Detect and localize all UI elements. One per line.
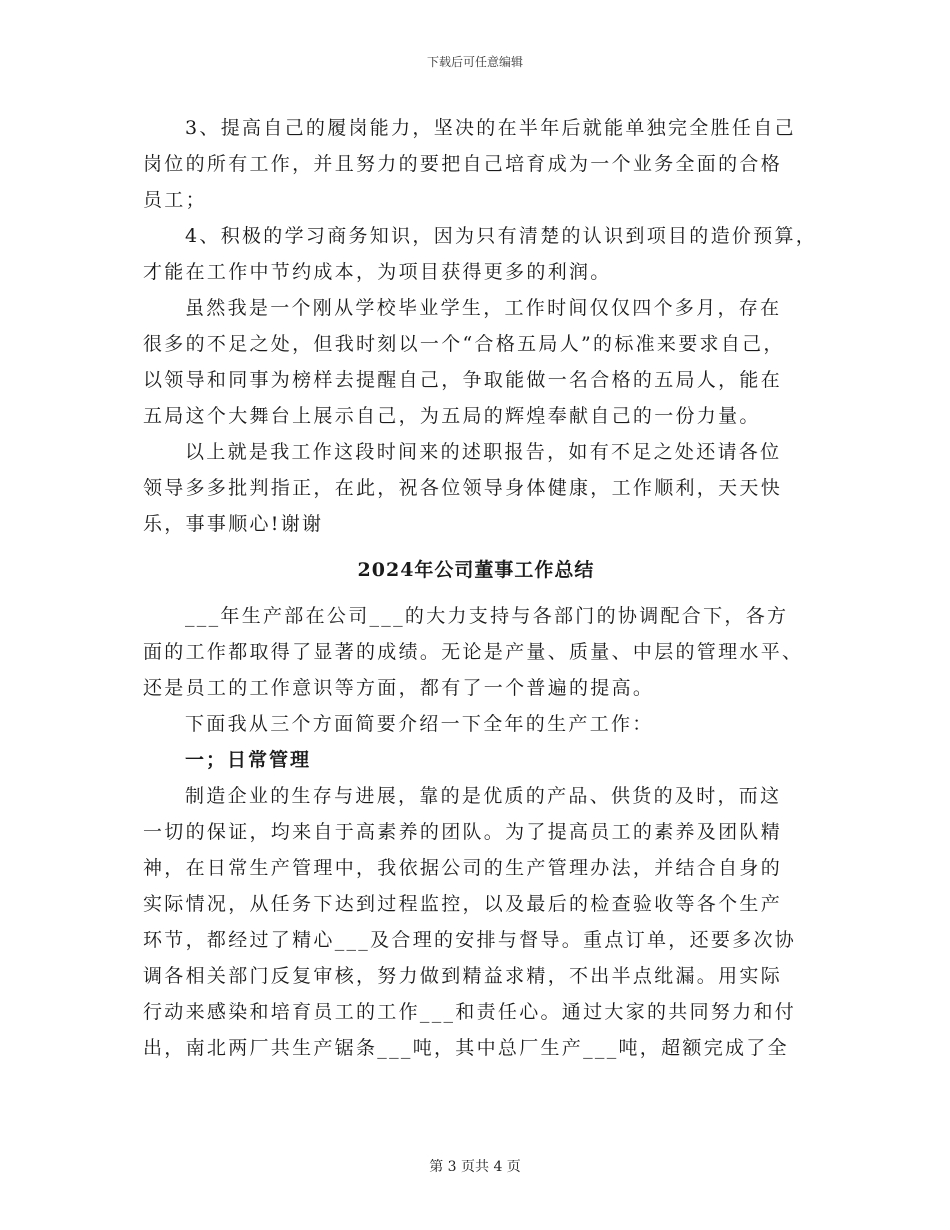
paragraph-line: 很多的不足之处，但我时刻以一个“合格五局人”的标准来要求自己，: [143, 333, 785, 355]
paragraph-line: 乐，事事顺心!谢谢: [143, 513, 324, 535]
paragraph-line: 才能在工作中节约成本，为项目获得更多的利润。: [143, 261, 612, 283]
paragraph-line: 调各相关部门反复审核，努力做到精益求精，不出半点纰漏。用实际: [143, 965, 783, 987]
paragraph-line: 4、积极的学习商务知识，因为只有清楚的认识到项目的造价预算，: [185, 225, 818, 247]
page-footer: 第 3 页共 4 页: [429, 1159, 521, 1175]
document-body: [143, 110, 818, 1066]
paragraph-line: 员工；: [143, 189, 207, 211]
section-heading: 一；日常管理: [185, 749, 312, 771]
paragraph-line: 以领导和同事为榜样去提醒自己，争取能做一名合格的五局人，能在: [143, 369, 783, 391]
paragraph-line: 制造企业的生存与进展，靠的是优质的产品、供货的及时，而这: [185, 785, 782, 807]
paragraph-line: 神，在日常生产管理中，我依据公司的生产管理办法，并结合自身的: [143, 857, 783, 879]
paragraph-line: ___年生产部在公司___的大力支持与各部门的协调配合下，各方: [185, 605, 789, 627]
paragraph-line: 下面我从三个方面简要介绍一下全年的生产工作：: [185, 713, 654, 735]
paragraph-line: 还是员工的工作意识等方面，都有了一个普遍的提高。: [143, 677, 655, 699]
paragraph-line: 行动来感染和培育员工的工作___和责任心。通过大家的共同努力和付: [143, 1001, 797, 1023]
document-title: 2024年公司董事工作总结: [357, 559, 595, 581]
paragraph-line: 岗位的所有工作，并且努力的要把自己培育成为一个业务全面的合格: [143, 153, 783, 175]
paragraph-line: 3、提高自己的履岗能力，坚决的在半年后就能单独完全胜任自己: [185, 117, 796, 139]
paragraph-line: 实际情况，从任务下达到过程监控，以及最后的检查验收等各个生产: [143, 893, 783, 915]
page-header: 下载后可任意编辑: [426, 55, 523, 69]
paragraph-line: 面的工作都取得了显著的成绩。无论是产量、质量、中层的管理水平、: [143, 641, 804, 663]
paragraph-line: 以上就是我工作这段时间来的述职报告，如有不足之处还请各位: [185, 441, 782, 463]
paragraph-line: 五局这个大舞台上展示自己，为五局的辉煌奉献自己的一份力量。: [143, 405, 761, 427]
paragraph-line: 虽然我是一个刚从学校毕业学生，工作时间仅仅四个多月，存在: [185, 297, 782, 319]
paragraph-line: 环节，都经过了精心___及合理的安排与督导。重点订单，还要多次协: [143, 929, 797, 951]
paragraph-line: 出，南北两厂共生产锯条___吨，其中总厂生产___吨，超额完成了全: [143, 1037, 789, 1059]
paragraph-line: 一切的保证，均来自于高素养的团队。为了提高员工的素养及团队精: [143, 821, 783, 843]
paragraph-line: 领导多多批判指正，在此，祝各位领导身体健康，工作顺利，天天快: [143, 477, 783, 499]
